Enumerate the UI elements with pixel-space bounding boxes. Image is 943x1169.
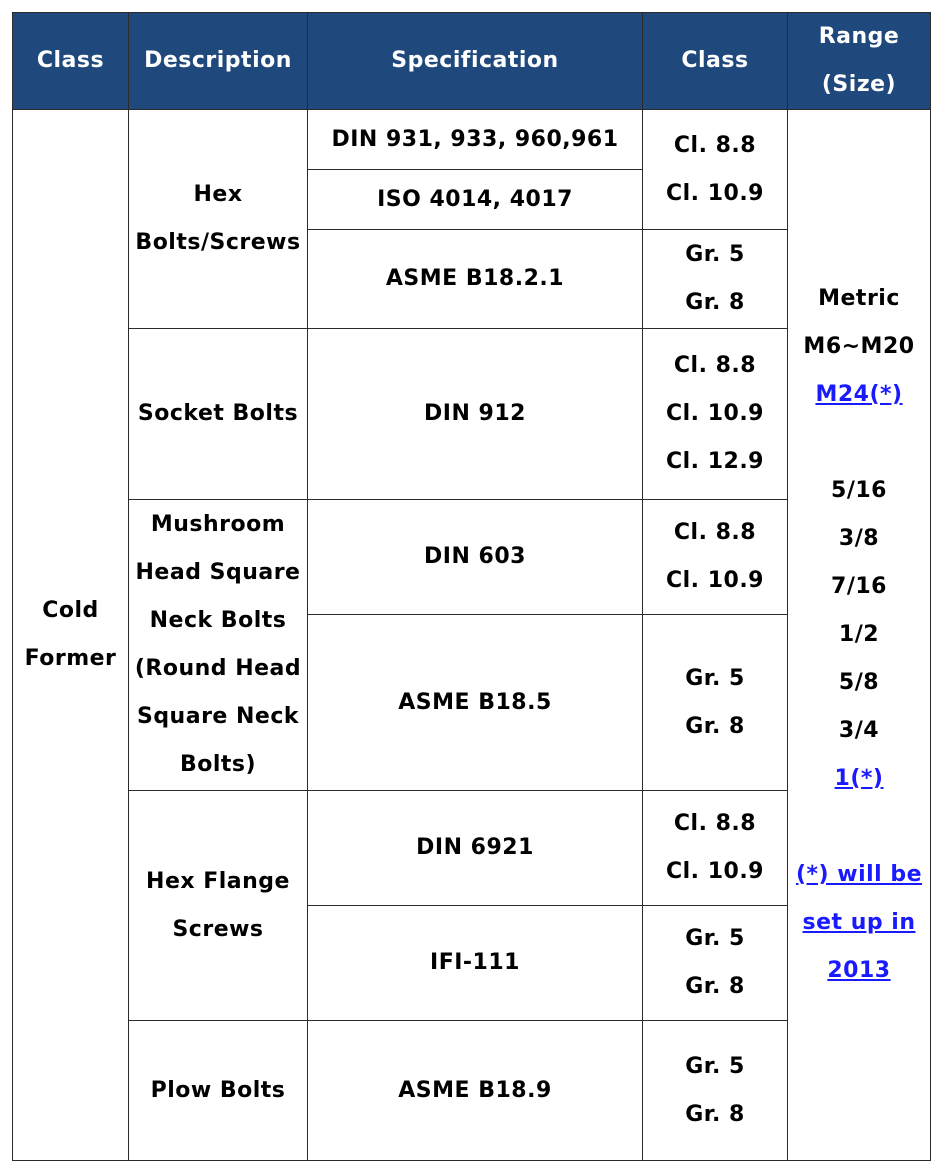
range-metric-range: M6~M20 — [803, 334, 915, 359]
spec-cell: DIN 6921 — [308, 791, 643, 906]
header-range-line: (Size) — [821, 72, 897, 97]
description-line: (Round Head — [134, 656, 302, 681]
class-line: Gr. 5 — [685, 665, 745, 691]
range-inch-size: 3/4 — [838, 718, 880, 743]
description-line: Square Neck — [136, 704, 300, 729]
spec-cell: ASME B18.2.1 — [308, 230, 643, 329]
category-line: Cold — [42, 598, 99, 623]
description-line: Mushroom — [150, 512, 286, 537]
range-note-link[interactable]: 2013 — [827, 958, 891, 983]
range-inch-size: 7/16 — [831, 574, 887, 599]
description-line: Plow Bolts — [150, 1077, 286, 1103]
range-inch-size: 3/8 — [838, 526, 880, 551]
class-line: Cl. 10.9 — [666, 859, 764, 884]
description-line: Screws — [172, 916, 264, 942]
spec-cell: ASME B18.5 — [308, 615, 643, 791]
class-line: Cl. 8.8 — [673, 353, 757, 378]
range-inch-size: 5/16 — [831, 478, 887, 503]
range-metric-label: Metric — [818, 286, 900, 311]
class-line: Cl. 8.8 — [673, 520, 757, 545]
class-line: Gr. 8 — [685, 713, 745, 739]
description-line: Bolts/Screws — [135, 230, 301, 255]
description-line: Hex Flange — [146, 868, 290, 894]
class-cell — [643, 230, 788, 329]
range-metric-link[interactable]: M24(*) — [815, 382, 903, 407]
header-class: Class — [13, 13, 129, 110]
class-line: Cl. 10.9 — [666, 180, 764, 206]
class-line: Gr. 8 — [685, 974, 745, 999]
class-cell — [643, 791, 788, 906]
header-grade-class: Class — [643, 13, 788, 110]
class-line: Gr. 5 — [685, 1053, 745, 1079]
class-cell — [643, 1021, 788, 1161]
spec-cell: ISO 4014, 4017 — [308, 170, 643, 230]
description-cell — [129, 329, 308, 500]
class-line: Gr. 8 — [685, 1101, 745, 1127]
class-line: Cl. 12.9 — [666, 449, 764, 474]
header-range-line: Range — [818, 24, 900, 49]
description-line: Head Square — [135, 560, 301, 585]
range-inch-size: 1/2 — [838, 622, 880, 647]
description-line: Bolts) — [179, 752, 257, 777]
class-line: Cl. 8.8 — [673, 811, 757, 836]
spec-cell: DIN 603 — [308, 500, 643, 615]
spec-cell: DIN 931, 933, 960,961 — [308, 110, 643, 170]
class-line: Cl. 8.8 — [673, 132, 757, 158]
description-line: Socket Bolts — [137, 401, 299, 426]
spec-cell: DIN 912 — [308, 329, 643, 500]
range-note-link[interactable]: set up in — [802, 910, 916, 935]
category-cell — [13, 110, 129, 1161]
spec-cell: IFI-111 — [308, 906, 643, 1021]
range-cell — [788, 110, 931, 1161]
description-cell — [129, 1021, 308, 1161]
description-line: Hex — [193, 182, 243, 207]
class-line: Cl. 10.9 — [666, 568, 764, 593]
header-specification: Specification — [308, 13, 643, 110]
fastener-spec-table — [12, 12, 931, 1161]
range-inch-link[interactable]: 1(*) — [834, 766, 884, 791]
class-line: Gr. 8 — [685, 290, 745, 315]
class-line: Cl. 10.9 — [666, 401, 764, 426]
spec-cell: ASME B18.9 — [308, 1021, 643, 1161]
class-cell — [643, 906, 788, 1021]
range-inch-size: 5/8 — [838, 670, 880, 695]
description-cell — [129, 791, 308, 1021]
category-line: Former — [24, 646, 117, 671]
class-cell — [643, 615, 788, 791]
class-cell — [643, 110, 788, 230]
description-cell — [129, 500, 308, 791]
range-note-link[interactable]: (*) will be — [795, 862, 923, 887]
header-range — [788, 13, 931, 110]
description-cell — [129, 110, 308, 329]
header-description: Description — [129, 13, 308, 110]
class-line: Gr. 5 — [685, 926, 745, 951]
description-line: Neck Bolts — [149, 608, 287, 633]
class-line: Gr. 5 — [685, 242, 745, 267]
class-cell — [643, 500, 788, 615]
class-cell — [643, 329, 788, 500]
